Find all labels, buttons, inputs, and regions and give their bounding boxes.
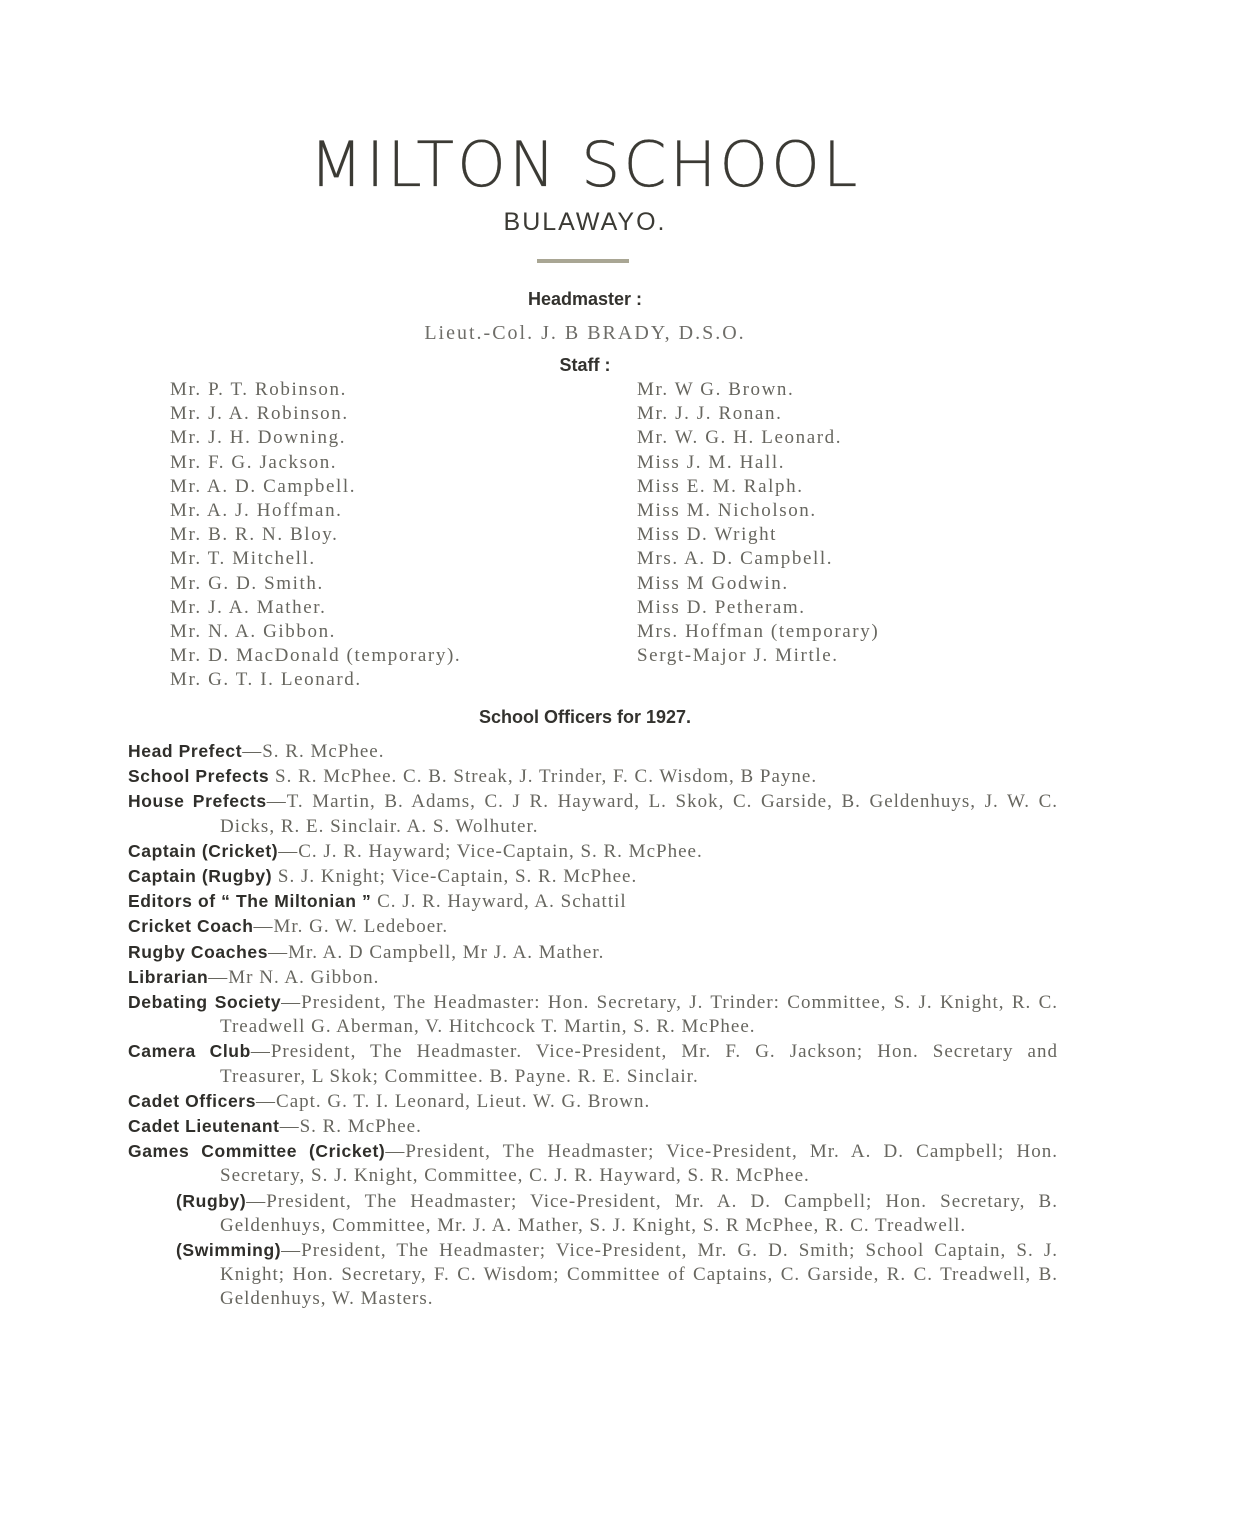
officer-entry [128, 789, 1058, 838]
officer-entry [128, 764, 1058, 789]
officer-names: —Mr. G. W. Ledeboer. [253, 916, 449, 938]
staff-member: Mr. T. Mitchell. [170, 548, 316, 570]
page-title: MILTON SCHOOL [309, 128, 861, 201]
staff-member: Mr. F. G. Jackson. [170, 451, 338, 473]
officer-entry [128, 1114, 1058, 1139]
officer-role: School Prefects [128, 766, 270, 787]
staff-member: Mr. J. H. Downing. [170, 427, 347, 449]
officer-entry [128, 889, 1058, 914]
officer-names: —S. R. McPhee. [242, 741, 385, 762]
headmaster-heading: Headmaster : [527, 289, 643, 309]
officer-names: —S. R. McPhee. [279, 1116, 422, 1138]
officer-names: —President, The Headmaster. Vice-President, Mr. F. G. Jackson; Hon. Secretary and Treasurer, L Skok; Committee. B. Payne. R. E. Sinclair. [220, 1041, 1058, 1087]
officer-role: Cricket Coach [128, 916, 254, 937]
officer-role: Rugby Coaches [128, 941, 269, 962]
staff-member: Mr. W G. Brown. [637, 379, 795, 400]
staff-member: Miss E. M. Ralph. [637, 475, 804, 497]
officer-entry [128, 914, 1058, 939]
officer-role: Head Prefect [128, 741, 243, 761]
officers-heading: School Officers for 1927. [478, 707, 692, 727]
staff-heading: Staff : [559, 355, 611, 375]
officer-entry [128, 1089, 1058, 1114]
officer-role: (Rugby) [176, 1190, 247, 1211]
staff-member: Miss M. Nicholson. [637, 499, 817, 521]
staff-member: Miss M Godwin. [637, 572, 789, 594]
officer-names: —T. Martin, B. Adams, C. J R. Hayward, L. Skok, C. Garside, B. Geldenhuys, J. W. C. Dicks, R. E. Sinclair. A. S. Wolhuter. [220, 791, 1058, 837]
staff-member: Mr. A. J. Hoffman. [170, 499, 343, 521]
officer-names: —Mr. A. D Campbell, Mr J. A. Mather. [268, 941, 605, 963]
officer-entry [128, 1039, 1058, 1088]
staff-member: Mr. J. J. Ronan. [637, 403, 783, 425]
staff-member: Mr. J. A. Mather. [170, 596, 327, 618]
officer-role: Editors of “ The Miltonian ” [128, 891, 372, 912]
officer-role: Camera Club [128, 1041, 251, 1062]
staff-member: Miss D. Petheram. [637, 596, 806, 618]
staff-member: Mr. G. D. Smith. [170, 572, 324, 594]
officer-entry [128, 1139, 1058, 1188]
officer-names: —C. J. R. Hayward; Vice-Captain, S. R. McPhee. [278, 840, 703, 862]
officer-entry [128, 839, 1058, 864]
officer-entry [128, 864, 1058, 889]
staff-member: Miss J. M. Hall. [637, 451, 786, 473]
officer-entry [128, 739, 1058, 764]
officer-role: House Prefects [128, 791, 267, 812]
staff-member: Mr. N. A. Gibbon. [170, 620, 337, 642]
officer-role: Captain (Rugby) [128, 866, 273, 887]
officer-names: —President, The Headmaster; Vice-President, Mr. A. D. Campbell; Hon. Secretary, B. Geldenhuys, Committee, Mr. J. A. Mather, S. J. Knight, S. R McPhee, R. C. Treadwell. [220, 1190, 1058, 1236]
officer-entry [128, 1238, 1058, 1312]
officer-role: (Swimming) [176, 1240, 282, 1261]
staff-member: Mr. P. T. Robinson. [170, 379, 347, 400]
staff-member: Mr. J. A. Robinson. [170, 403, 349, 425]
officer-names: —President, The Headmaster; Vice-President, Mr. G. D. Smith; School Captain, S. J. Knight; Hon. Secretary, F. C. Wisdom; Committee of Captains, C. Garside, R. C. Treadwell, B. Geldenhuys, W. Masters. [220, 1240, 1058, 1310]
officers-list [128, 739, 1058, 1312]
staff-member: Mr. A. D. Campbell. [170, 475, 357, 497]
officer-role: Games Committee (Cricket) [128, 1141, 386, 1162]
officer-names: —President, The Headmaster: Hon. Secretary, J. Trinder: Committee, S. J. Knight, R. C. Treadwell G. Aberman, V. Hitchcock T. Martin, S. R. McPhee. [220, 992, 1059, 1038]
officer-entry [128, 940, 1058, 965]
staff-member: Mrs. A. D. Campbell. [637, 548, 834, 570]
officer-names: S. J. Knight; Vice-Captain, S. R. McPhee. [272, 866, 638, 888]
officer-entry [128, 965, 1058, 990]
staff-member: Mr. D. MacDonald (temporary). [170, 645, 462, 667]
staff-list-right [637, 378, 879, 668]
staff-member: Miss D. Wright [637, 524, 778, 546]
staff-member: Mr. G. T. I. Leonard. [170, 669, 362, 691]
headmaster-name: Lieut.-Col. J. B BRADY, D.S.O. [424, 322, 746, 344]
officer-names: —Mr N. A. Gibbon. [208, 966, 380, 988]
officer-names: S. R. McPhee. C. B. Streak, J. Trinder, F. C. Wisdom, B Payne. [269, 766, 818, 788]
staff-member: Sergt-Major J. Mirtle. [637, 645, 839, 667]
officer-role: Cadet Lieutenant [128, 1116, 280, 1137]
officer-role: Cadet Officers [128, 1090, 257, 1111]
page-subtitle: BULAWAYO. [503, 208, 667, 236]
staff-member: Mr. B. R. N. Bloy. [170, 524, 339, 546]
staff-list-left [170, 378, 461, 692]
staff-member: Mr. W. G. H. Leonard. [637, 427, 843, 449]
divider-rule [537, 259, 629, 263]
staff-member: Mrs. Hoffman (temporary) [637, 620, 880, 642]
officer-role: Debating Society [128, 992, 282, 1013]
officer-entry [128, 1189, 1058, 1238]
officer-names: C. J. R. Hayward, A. Schattil [371, 891, 627, 913]
officer-role: Librarian [128, 966, 209, 987]
officer-names: —Capt. G. T. I. Leonard, Lieut. W. G. Brown. [256, 1090, 651, 1112]
officer-role: Captain (Cricket) [128, 840, 279, 861]
officer-names: —President, The Headmaster; Vice-President, Mr. A. D. Campbell; Hon. Secretary, S. J. Knight, Committee, C. J. R. Hayward, S. R. McPhee. [220, 1141, 1058, 1187]
officer-entry [128, 990, 1058, 1039]
